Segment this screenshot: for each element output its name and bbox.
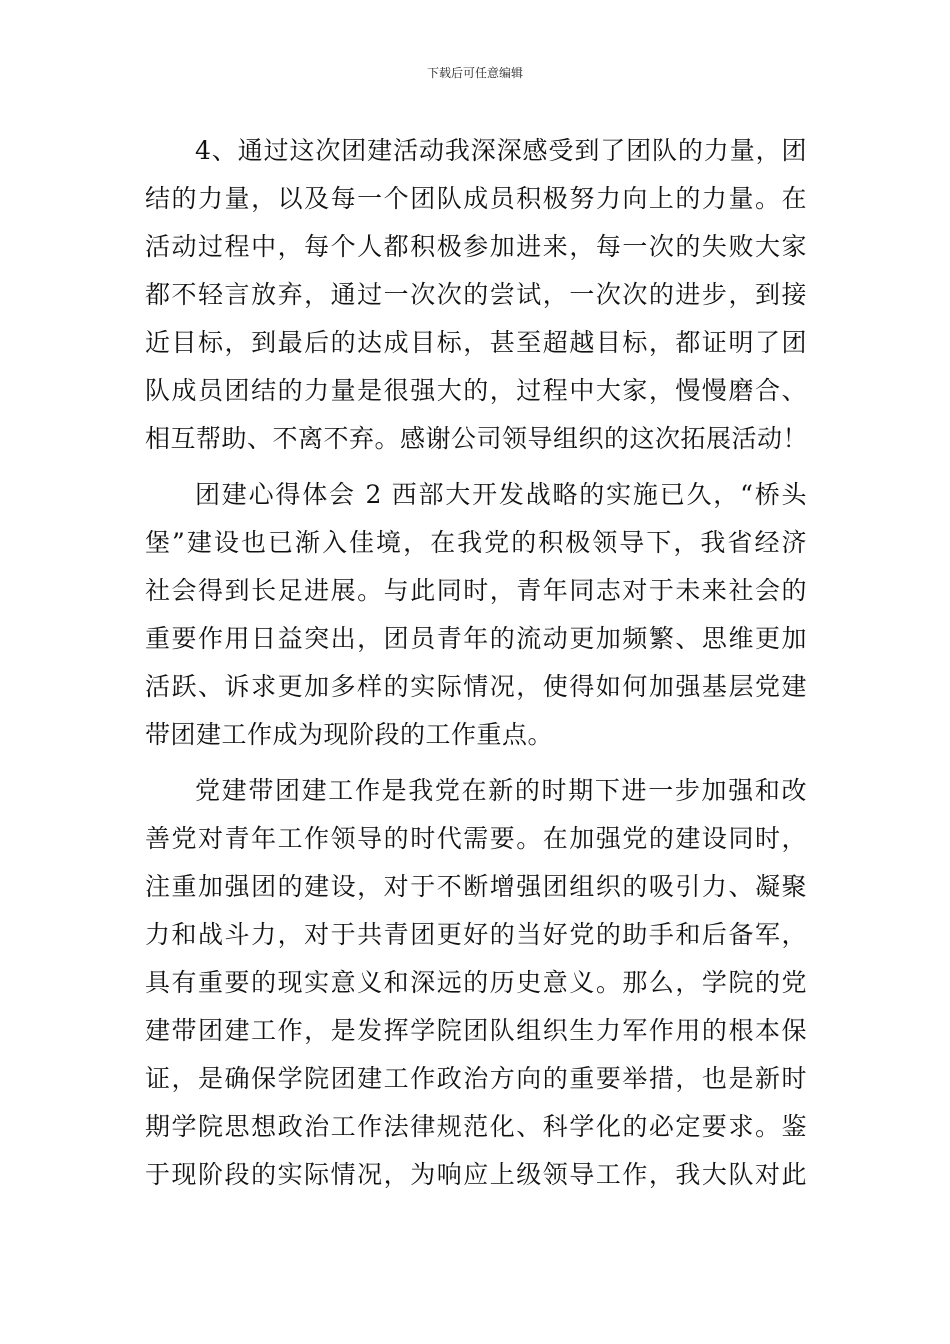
text-line: 善党对青年工作领导的时代需要。在加强党的建设同时，	[145, 824, 807, 853]
text-line: 堡”建设也已渐入佳境，在我党的积极领导下，我省经济	[145, 528, 807, 557]
text-line: 都不轻言放弃，通过一次次的尝试，一次次的进步，到接	[145, 280, 807, 309]
text-line: 活跃、诉求更加多样的实际情况，使得如何加强基层党建	[145, 672, 807, 701]
text-line: 力和战斗力，对于共青团更好的当好党的助手和后备军，	[145, 920, 807, 949]
paragraph-3	[145, 767, 807, 1199]
text-line: 4、通过这次团建活动我深深感受到了团队的力量，团	[195, 136, 807, 165]
text-line: 带团建工作成为现阶段的工作重点。	[145, 720, 554, 749]
paragraph-2	[145, 471, 807, 759]
text-line: 期学院思想政治工作法律规范化、科学化的必定要求。鉴	[145, 1112, 807, 1141]
text-line: 证，是确保学院团建工作政治方向的重要举措，也是新时	[145, 1064, 807, 1093]
text-line: 具有重要的现实意义和深远的历史意义。那么，学院的党	[145, 968, 807, 997]
text-line: 队成员团结的力量是很强大的，过程中大家，慢慢磨合、	[145, 376, 807, 405]
text-line: 活动过程中，每个人都积极参加进来，每一次的失败大家	[145, 232, 807, 261]
text-line: 注重加强团的建设，对于不断增强团组织的吸引力、凝聚	[145, 872, 807, 901]
document-body	[145, 127, 807, 1199]
text-line: 社会得到长足进展。与此同时，青年同志对于未来社会的	[145, 576, 807, 605]
text-line: 结的力量，以及每一个团队成员积极努力向上的力量。在	[145, 184, 807, 213]
paragraph-1	[145, 127, 807, 463]
text-line: 团建心得体会 2 西部大开发战略的实施已久，“桥头	[195, 480, 807, 509]
text-line: 党建带团建工作是我党在新的时期下进一步加强和改	[195, 776, 807, 805]
text-line: 于现阶段的实际情况，为响应上级领导工作，我大队对此	[145, 1160, 807, 1189]
text-line: 近目标，到最后的达成目标，甚至超越目标，都证明了团	[145, 328, 807, 357]
text-line: 相互帮助、不离不弃。感谢公司领导组织的这次拓展活动！	[145, 424, 809, 453]
text-line: 重要作用日益突出，团员青年的流动更加频繁、思维更加	[145, 624, 807, 653]
page-header: 下载后可任意编辑	[426, 66, 523, 80]
text-line: 建带团建工作，是发挥学院团队组织生力军作用的根本保	[145, 1016, 807, 1045]
